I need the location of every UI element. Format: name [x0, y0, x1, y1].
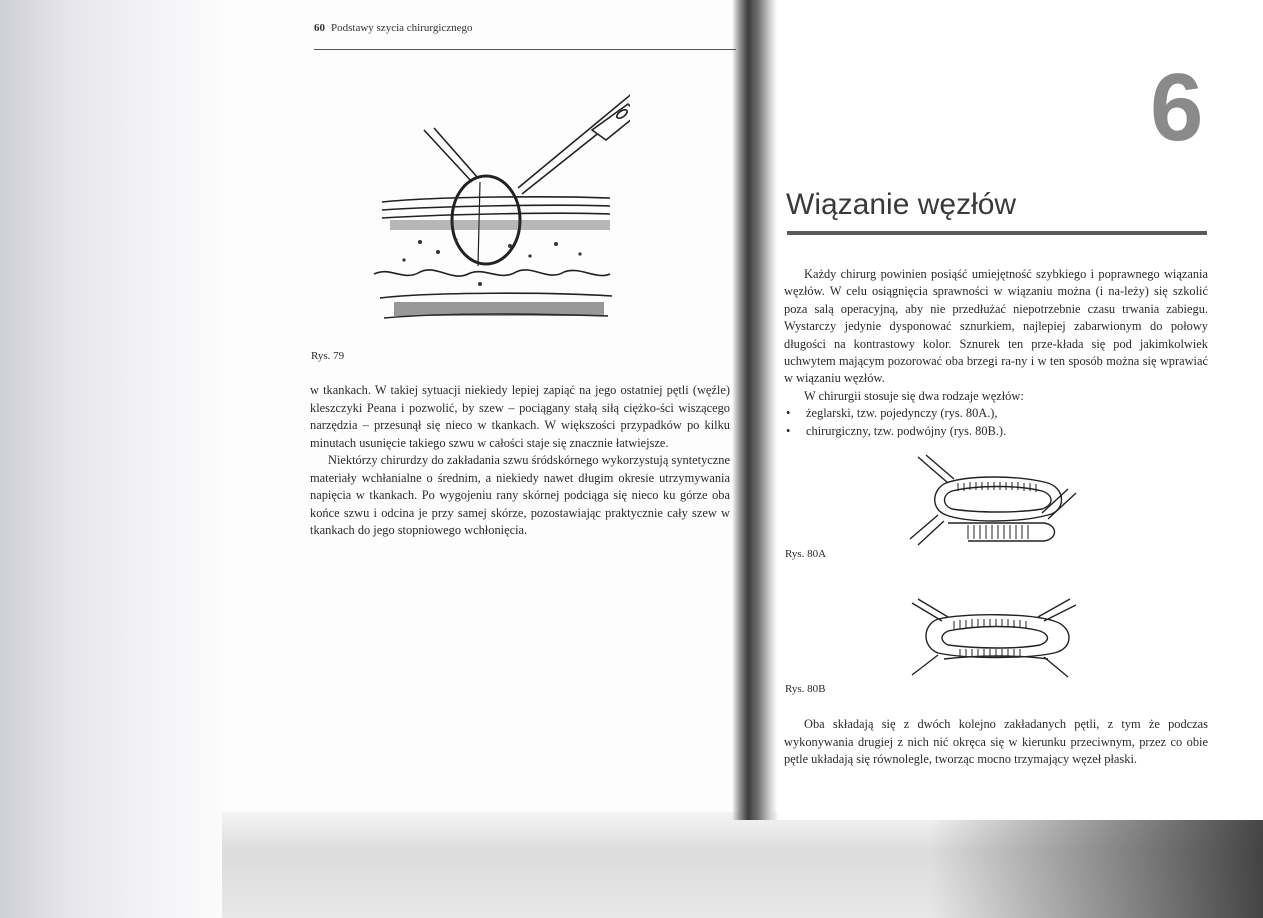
bullet-icon: • — [786, 423, 791, 438]
list-item — [784, 405, 1208, 422]
list-item-text: chirurgiczny, tzw. podwójny (rys. 80B.). — [806, 423, 1007, 438]
right-body-text — [784, 266, 1208, 440]
paragraph: Każdy chirurg powinien posiąść umiejętność szybkiego i poprawnego wiązania węzłów. W celu osiągnięcia sprawności w wiązaniu można (i na-leży) się szkolić poza salą operacyjną, aby nie przedłużać niepotrzebnie czasu trwania zabiegu. Wystarczy jedynie dysponować sznurkiem, najlepiej zabarwionym do połowy długości na kontrastowy kolor. Sznurek ten prze-kłada się pod jakimkolwiek uchwytem mającym pozorować oba brzegi ra-ny i w ten sposób można się wprawiać w wiązaniu węzłów. — [784, 267, 1208, 386]
paragraph: Niektórzy chirurdzy do zakładania szwu śródskórnego wykorzystują syntetyczne materiały wchłanialne o średnim, a niekiedy nawet długim okresie utrzymywania napięcia w tkankach. Po wygojeniu rany skórnej podciąga się nieco ku górze oba końce szwu i odcina je przy samej skórze, pozostawiając praktycznie cały szew w tkankach do jego stopniowego wchłonięcia. — [310, 453, 730, 537]
left-body-text — [310, 382, 730, 540]
knot-types-list — [784, 405, 1208, 440]
scan-bottom-right-shadow — [930, 820, 1263, 918]
paragraph: Oba składają się z dwóch kolejno zakładanych pętli, z tym że podczas wykonywania drugiej z nich nić okręca się w kierunku przeciwnym, przez co obie pętle układają się równolegle, tworząc mocno trzymający węzeł płaski. — [784, 717, 1208, 767]
header-rule — [314, 49, 736, 50]
figure-80a-caption: Rys. 80A — [785, 548, 827, 560]
figure-79-caption: Rys. 79 — [311, 350, 345, 362]
running-header-title: Podstawy szycia chirurgicznego — [331, 22, 473, 34]
figure-80b-caption: Rys. 80B — [785, 683, 826, 695]
scan-left-margin — [0, 0, 222, 918]
figure-79-suture-illustration — [360, 70, 630, 350]
paragraph: w tkankach. W takiej sytuacji niekiedy lepiej zapiąć na jego ostatniej pętli (węźle) kleszczyki Peana i pozwolić, by szew – pociągany stałą siłą ciężko-ści wiszącego narzędzia – przesunął się nieco w tkankach. W większości przypadków po kilku minutach usunięcie takiego szwu w całości staje się znacznie łatwiejsze. — [310, 383, 730, 450]
page-number: 60 — [314, 22, 325, 34]
chapter-number: 6 — [1150, 54, 1204, 161]
list-item-text: żeglarski, tzw. pojedynczy (rys. 80A.), — [806, 406, 998, 421]
bullet-icon: • — [786, 406, 791, 421]
figure-80a-square-knot — [908, 453, 1078, 548]
figure-80b-surgeons-knot — [908, 597, 1078, 682]
book-gutter — [732, 0, 777, 820]
chapter-title: Wiązanie węzłów — [786, 188, 1017, 221]
paragraph: W chirurgii stosuje się dwa rodzaje węzłów: — [804, 388, 1024, 403]
title-rule — [787, 231, 1207, 235]
list-item — [784, 423, 1208, 440]
closing-text — [784, 716, 1208, 769]
running-header — [314, 22, 473, 34]
